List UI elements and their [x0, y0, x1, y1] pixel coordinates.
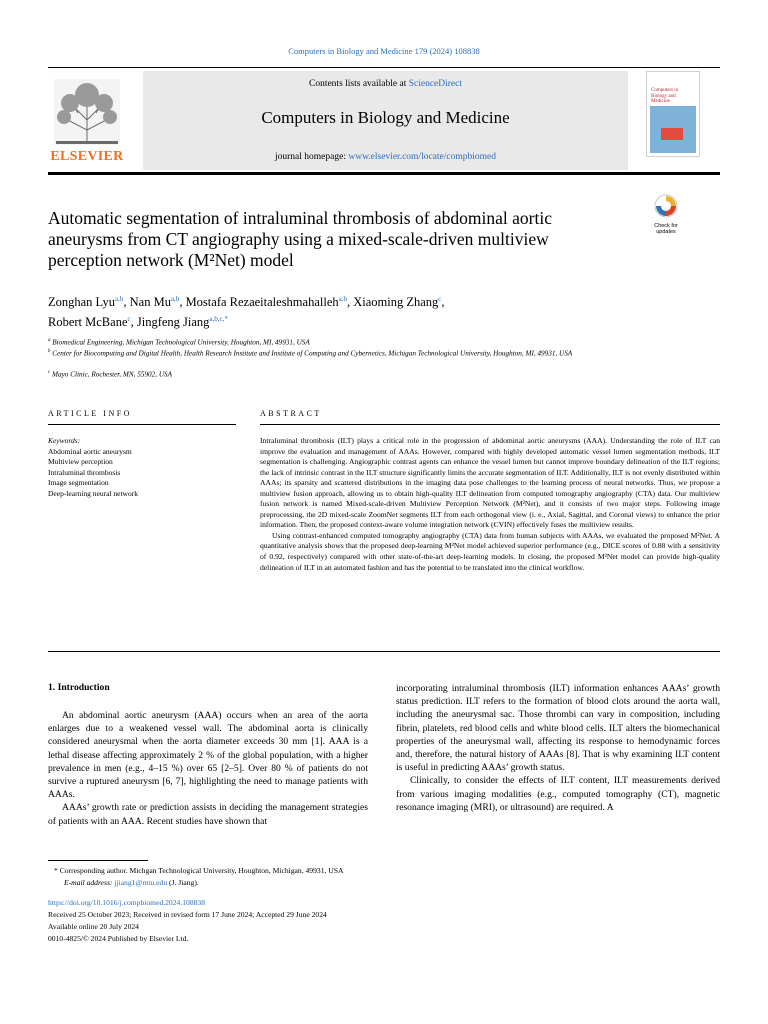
abstract-body — [260, 436, 720, 573]
intro-paragraph: An abdominal aortic aneurysm (AAA) occurs when an area of the aorta enlarges due to a weakened vessel wall. The abdominal aorta is clinically considered aneurysmal when the aorta diameter exceeds 30 mm [1]. AAA is a lethal disease affecting approximately 2 % of the global population, with a higher prevalence in men (e.g., 4–15 %) over 65 [2–5]. Over 80 % of patients do not survive a ruptured aneurysm [6, 7], highlighting the need to manage patients with AAAs. — [48, 710, 368, 801]
author-list — [48, 291, 628, 331]
email-suffix: (J. Jiang). — [167, 878, 199, 887]
doi-link[interactable]: https://doi.org/10.1016/j.compbiomed.2024.108838 — [48, 898, 206, 907]
corresponding-text: Corresponding author. Michgan Technological University, Houghton, Michigan, 49931, USA — [59, 866, 344, 875]
homepage-prefix: journal homepage: — [275, 152, 349, 162]
intro-left-column — [48, 709, 368, 828]
author[interactable]: Nan Mu$^{a,b}$, — [129, 295, 183, 310]
article-title: Automatic segmentation of intraluminal thrombosis of abdominal aortic aneurysms from CT angiography using a mixed-scale-driven multiview perception network (M²Net) model — [48, 208, 552, 270]
doi-line[interactable] — [48, 898, 720, 909]
homepage-link[interactable]: www.elsevier.com/locate/compbiomed — [348, 152, 496, 162]
keyword: Multiview perception — [48, 457, 113, 466]
asterisk-mark: * — [54, 866, 58, 875]
copyright-line: 0010-4825/© 2024 Published by Elsevier Ltd. — [48, 934, 189, 943]
email-link[interactable]: jjiang1@mtu.edu — [114, 878, 168, 887]
cover-title: Computers in Biology and Medicine — [651, 88, 679, 104]
received-dates: Received 25 October 2023; Received in revised form 17 June 2024; Accepted 29 June 2024 — [48, 910, 327, 919]
check-updates-icon — [646, 194, 686, 218]
badge-line-1: Check for — [654, 223, 678, 229]
keyword: Image segmentation — [48, 478, 109, 487]
intro-right-column — [396, 682, 720, 814]
journal-homepage — [143, 152, 628, 162]
contents-prefix: Contents lists available at — [308, 79, 409, 89]
email-label: E-mail address: — [64, 878, 113, 887]
intro-paragraph: Clinically, to consider the effects of ILT content, ILT measurements derived from various imaging modalities (e.g., computed tomography (CT), magnetic resonance imaging (MRI), or ultrasound) are required. A — [396, 775, 720, 813]
abstract-heading: ABSTRACT — [260, 409, 322, 418]
keywords-block — [48, 436, 228, 499]
elsevier-wordmark: ELSEVIER — [50, 149, 124, 164]
cover-graphic — [661, 128, 683, 140]
author[interactable]: Xiaoming Zhang$^c$, — [353, 295, 445, 310]
footnote-rule — [48, 860, 148, 861]
available-online: Available online 20 July 2024 — [48, 922, 139, 931]
author[interactable]: Robert McBane$^c$, — [48, 315, 134, 330]
corresponding-author-note — [48, 866, 720, 877]
check-for-updates-badge[interactable] — [646, 194, 686, 235]
affiliation-a: $^a$ Biomedical Engineering, Michigan Technological University, Houghton, MI, 49931, USA — [48, 338, 310, 347]
abstract-bottom-rule — [48, 651, 720, 652]
abstract-rule — [260, 424, 720, 425]
author[interactable]: Jingfeng Jiang$^{a,b,c,*}$ — [136, 315, 228, 330]
intro-paragraph: AAAs’ growth rate or prediction assists in deciding the management strategies of patients with an AAA. Recent studies have shown that — [48, 802, 368, 827]
keyword: Deep-learning neural network — [48, 488, 138, 498]
email-note — [64, 878, 664, 889]
author[interactable]: Zonghan Lyu$^{a,b}$, — [48, 295, 127, 310]
sciencedirect-link[interactable]: ScienceDirect — [408, 79, 462, 89]
affiliation-c: $^c$ Mayo Clinic, Rochester, MN, 55902, USA — [48, 370, 173, 379]
intro-paragraph: incorporating intraluminal thrombosis (ILT) information enhances AAAs’ growth status prediction. ILT refers to the formation of blood clots around the aorta wall, including the aneurysmal sac. Those thrombi can vary in composition, including fibrin, platelets, red blood cells and white blood cells. ILT alters the biomechanical properties of the aneurysmal wall, affecting its response to hemodynamic forces and, therefore, the natural history of AAAs [8]. That is why examining ILT content is useful in predicting AAAs’ growth status. — [396, 683, 720, 774]
journal-citation[interactable] — [0, 46, 768, 56]
affiliation-b: $^b$ Center for Biocomputing and Digital Health, Health Research Institute and Institute of Computing and Cybernetics, Michigan Technological University, Houghton, MI, 49931, USA — [48, 349, 573, 358]
abstract-paragraph-2: Using contrast-enhanced computed tomography angiography (CTA) data from human subjects with AAAs, we evaluated the proposed M²Net. A quantitative analysis shows that the proposed deep-learning M²Net model achieved superior performance (e.g., DICE scores of 0.88 with a sensitivity of 0.92, respectively) compared with other state-of-the-art deep-learning models. In closing, the proposed M²Net model can provide high-quality delineation of ILT in an automated fashion and has the potential to be translated into the clinical workflow. — [260, 530, 720, 572]
header-bottom-rule — [48, 172, 720, 175]
badge-line-2: updates — [656, 229, 676, 235]
contents-available — [143, 79, 628, 89]
journal-cover-thumbnail — [646, 71, 700, 157]
article-info-heading: ARTICLE INFO — [48, 409, 132, 418]
keyword: Abdominal aortic aneurysm — [48, 446, 132, 456]
author[interactable]: Mostafa Rezaeitaleshmahalleh$^{a,b}$, — [185, 295, 351, 310]
journal-name: Computers in Biology and Medicine — [261, 108, 510, 127]
article-info-rule — [48, 424, 236, 425]
abstract-paragraph-1: Intraluminal thrombosis (ILT) plays a critical role in the progression of abdominal aortic aneurysms (AAA). Understanding the role of ILT can improve the evaluation and management of AAAs. However, compared with highly developed automatic vessel lumen segmentation methods, ILT segmentation is challenging. Angiographic contrast agents can enhance the vessel lumen but cannot improve boundary delineation of the ILT regions; the lack of intrinsic contrast in the ILT structure significantly limits the accurate segmentation of ILT. Additionally, ILT is not evenly distributed within AAAs; its sparsity and scattered distributions in the imaging data pose challenges to the learning process of neural networks. Thus, we propose a multiview fusion approach, allowing us to obtain high-quality ILT delineation from computed tomography angiography (CTA) data. Our multiview fusion network is named Mixed-scale-driven Multiview Perception Network (M²Net), and it consists of two major steps. Following image preprocessing, the 2D mixed-scale ZoomNet segments ILT from each orthogonal view (i. e., Axial, Sagittal, and Coronal views) to enhance the prior information. Then, the proposed context-aware volume integration network (CVIN) effectively fuses the multiview results. — [260, 436, 720, 530]
journal-citation-link[interactable]: Computers in Biology and Medicine 179 (2024) 108838 — [288, 46, 480, 56]
keyword: Intraluminal thrombosis — [48, 467, 121, 477]
keywords-label: Keywords: — [48, 436, 81, 445]
header-top-rule — [48, 67, 720, 68]
introduction-heading: 1. Introduction — [48, 682, 110, 693]
